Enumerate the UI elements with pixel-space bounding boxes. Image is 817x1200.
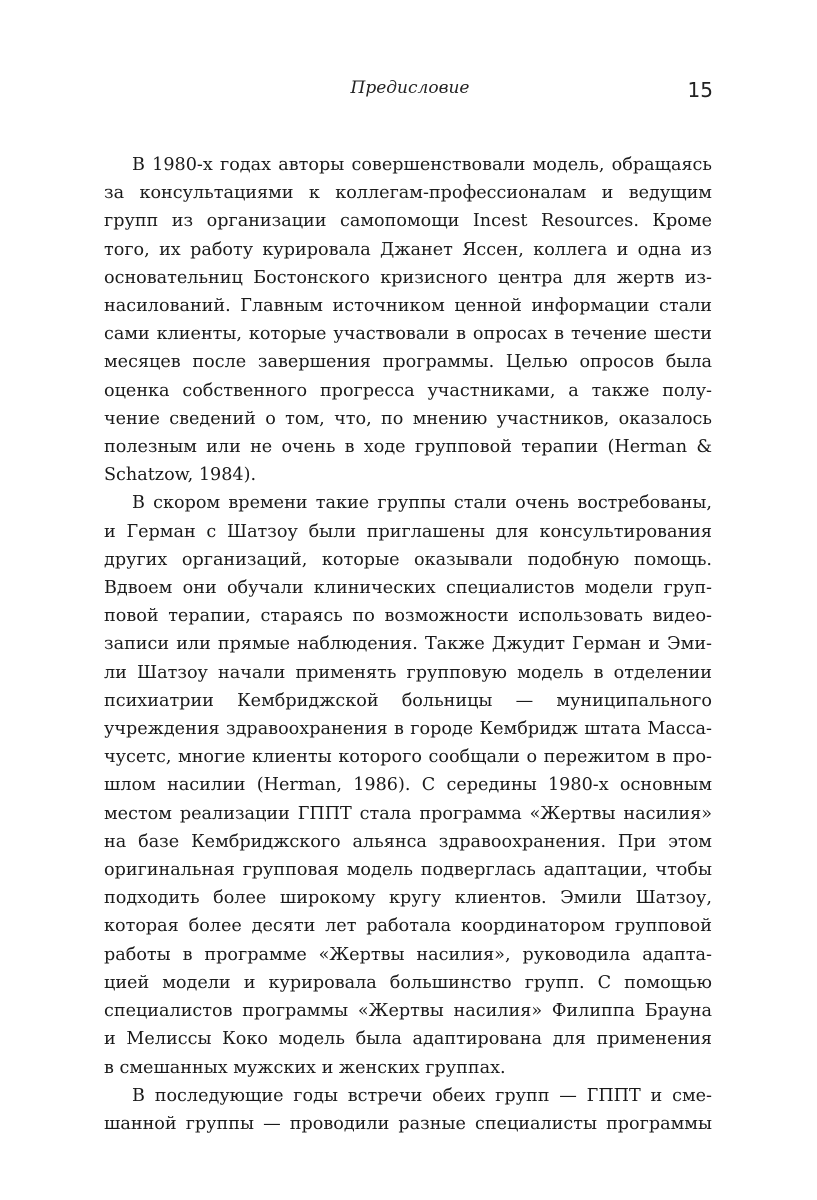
page-number: 15 (687, 78, 713, 102)
text-line: чусетс, многие клиенты которого сообщали о пережитом в про- (104, 747, 712, 768)
text-line: психиатрии Кембриджской больницы — муниципального (104, 690, 712, 711)
text-line: подходить более широкому кругу клиентов. Эмили Шатзоу, (104, 888, 712, 909)
text-line: основательниц Бостонского кризисного центра для жертв из- (104, 267, 712, 288)
text-line: местом реализации ГППТ стала программа «Жертвы насилия» (104, 803, 712, 824)
paragraph-1 (104, 151, 712, 489)
text-line: специалистов программы «Жертвы насилия» Филиппа Брауна (104, 1001, 712, 1022)
paragraph-2 (104, 489, 712, 1081)
text-line: Вдвоем они обучали клинических специалистов модели груп- (104, 578, 712, 599)
text-line: того, их работу курировала Джанет Яссен, коллега и одна из (104, 239, 712, 260)
text-line: В 1980-х годах авторы совершенствовали модель, обращаясь (132, 155, 712, 175)
text-line: и Герман с Шатзоу были приглашены для консультирования (104, 521, 712, 542)
text-line: шанной группы — проводили разные специалисты программы (104, 1113, 712, 1134)
text-line: оценка собственного прогресса участниками, а также полу- (104, 380, 712, 401)
text-line: за консультациями к коллегам-профессионалам и ведущим (104, 183, 712, 204)
text-line: других организаций, которые оказывали подобную помощь. (104, 549, 712, 570)
text-line: записи или прямые наблюдения. Также Джудит Герман и Эми- (104, 634, 712, 655)
text-line: на базе Кембриджского альянса здравоохранения. При этом (104, 831, 712, 852)
text-line: сами клиенты, которые участвовали в опросах в течение шести (104, 324, 712, 345)
body-text (104, 151, 712, 1138)
paragraph-3 (104, 1082, 712, 1138)
text-line: и Мелиссы Коко модель была адаптирована для применения (104, 1029, 712, 1050)
text-line: групп из организации самопомощи Incest Resources. Кроме (104, 211, 712, 232)
text-line: цией модели и курировала большинство групп. С помощью (104, 972, 712, 993)
text-line: полезным или не очень в ходе групповой терапии (Herman & (104, 437, 712, 458)
text-line: оригинальная групповая модель подверглась адаптации, чтобы (104, 860, 712, 881)
text-line: шлом насилии (Herman, 1986). С середины 1980-х основным (104, 775, 712, 796)
text-line: в смешанных мужских и женских группах. (104, 1057, 506, 1078)
running-title: Предисловие (350, 78, 470, 98)
text-line: В последующие годы встречи обеих групп — ГППТ и сме- (132, 1085, 712, 1106)
text-line: Schatzow, 1984). (104, 465, 257, 486)
text-line: насилований. Главным источником ценной информации стали (104, 296, 712, 317)
text-line: работы в программе «Жертвы насилия», руководила адапта- (104, 944, 712, 965)
text-line: месяцев после завершения программы. Целью опросов была (104, 352, 712, 373)
text-line: ли Шатзоу начали применять групповую модель в отделении (104, 662, 712, 683)
text-line: чение сведений о том, что, по мнению участников, оказалось (104, 408, 712, 429)
text-line: В скором времени такие группы стали очень востребованы, (132, 493, 712, 514)
text-line: учреждения здравоохранения в городе Кембридж штата Масса- (104, 719, 712, 740)
text-line: повой терапии, стараясь по возможности использовать видео- (104, 606, 712, 627)
text-line: которая более десяти лет работала координатором групповой (104, 916, 712, 937)
